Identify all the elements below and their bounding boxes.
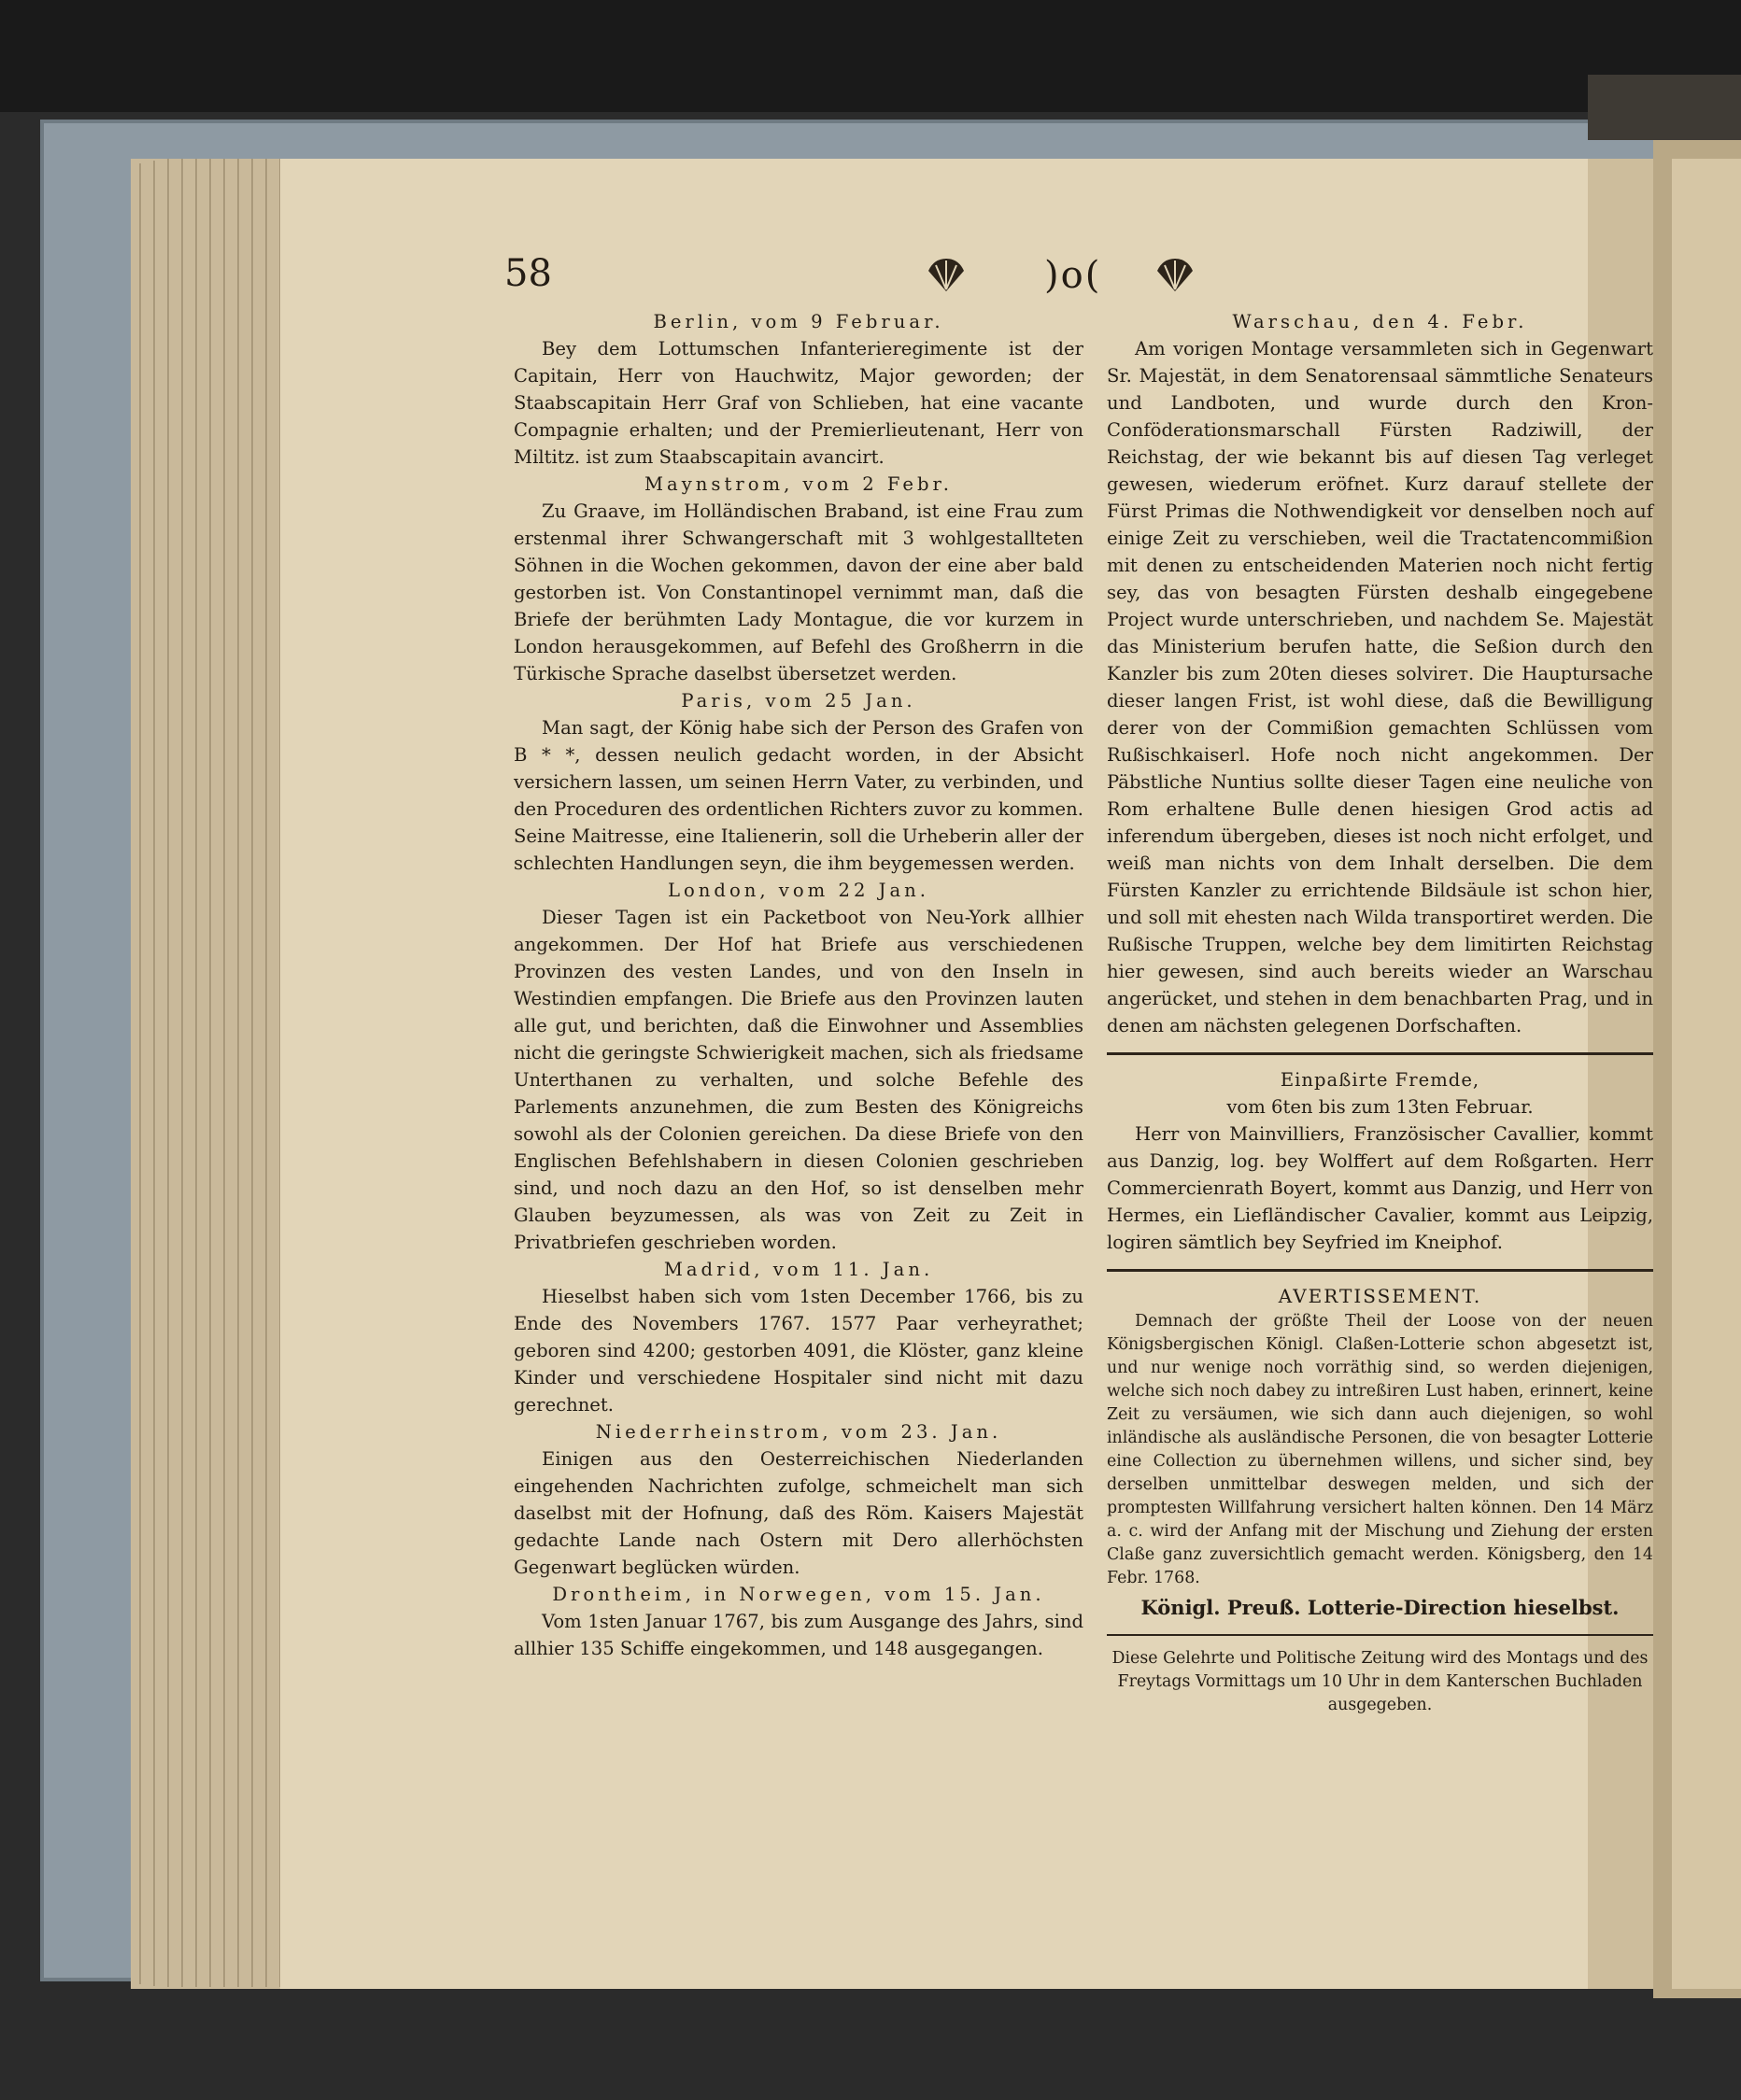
section-divider bbox=[1107, 1269, 1653, 1272]
advertisement-text: Demnach der größte Theil der Loose von der neuen Königsbergischen Königl. Claßen-Lotterie schon abgesetzt ist, und nur wenige noch vorräthig sind, so werden diejenigen, welche sich noch dabey zu intreßiren Lust haben, erinnert, keine Zeit zu versäumen, wie sich dann auch diejenigen, so wohl inländische als ausländische Personen, die von besagter Lotterie eine Collection zu übernehmen willens, und sicher sind, bey derselben unmittelbar deswegen melden, und sich der promptesten Willfahrung versichert halten können. Den 14 März a. c. wird der Anfang mit der Mischung und Ziehung der ersten Claße ganz zuversichtlich gemacht werden. Königsberg, den 14 Febr. 1768. bbox=[1107, 1312, 1653, 1587]
imprint-note: Diese Gelehrte und Politische Zeitung wird des Montags und des Freytags Vormittags um 10 Uhr in dem Kanterschen Buchladen ausgegeben. bbox=[1111, 1649, 1649, 1714]
article-drontheim: Vom 1sten Januar 1767, bis zum Ausgange des Jahrs, sind allhier 135 Schiffe eingekommen, und 148 ausgegangen. bbox=[514, 1611, 1083, 1659]
header-mark: )o( bbox=[1044, 254, 1102, 297]
advertisement-signature: Königl. Preuß. Lotterie-Direction hieselbst. bbox=[1140, 1596, 1620, 1619]
dateline-warschau: Warschau, den 4. Febr. bbox=[1232, 311, 1528, 332]
section-divider bbox=[1107, 1052, 1653, 1055]
right-column bbox=[1107, 308, 1653, 1717]
page-number: 58 bbox=[504, 252, 552, 295]
article-maynstrom: Zu Graave, im Holländischen Braband, ist eine Frau zum erstenmal ihrer Schwangerschaft mit 3 wohlgestallteten Söhnen in die Wochen gekommen, davon der eine aber bald gestorben ist. Von Constantinopel vernimmt man, daß die Briefe der berühmten Lady Montague, die vor kurzem in London herausgekommen, auf Befehl des Großherrn in die Türkische Sprache daselbst übersetzet werden. bbox=[514, 500, 1083, 684]
dateline-berlin: Berlin, vom 9 Februar. bbox=[653, 311, 944, 332]
arrivals-subtitle: vom 6ten bis zum 13ten Februar. bbox=[1226, 1096, 1534, 1118]
dateline-niederrheinstrom: Niederrheinstrom, vom 23. Jan. bbox=[595, 1421, 1002, 1443]
dateline-maynstrom: Maynstrom, vom 2 Febr. bbox=[644, 473, 954, 495]
newspaper-page bbox=[280, 159, 1658, 1989]
article-paris: Man sagt, der König habe sich der Person des Grafen von B * *, dessen neulich gedacht worden, in der Absicht versichern lassen, um seinen Herrn Vater, zu verbinden, und den Proceduren des ordentlichen Richters zuvor zu kommen. Seine Maitresse, eine Italienerin, soll die Urheberin aller der schlechten Handlungen seyn, die ihm beygemessen werden. bbox=[514, 717, 1083, 874]
article-berlin: Bey dem Lottumschen Infanterieregimente ist der Capitain, Herr von Hauchwitz, Major geworden; der Staabscapitain Herr Graf von Schlieben, hat eine vacante Compagnie erhalten; und der Premierlieutenant, Herr von Miltitz. ist zum Staabscapitain avancirt. bbox=[514, 338, 1083, 468]
shell-ornament-icon bbox=[1154, 256, 1196, 295]
shell-ornament-icon bbox=[925, 256, 968, 295]
dateline-paris: Paris, vom 25 Jan. bbox=[681, 690, 916, 712]
dateline-madrid: Madrid, vom 11. Jan. bbox=[663, 1259, 934, 1280]
page-edges bbox=[131, 159, 294, 1989]
dateline-drontheim: Drontheim, in Norwegen, vom 15. Jan. bbox=[552, 1584, 1045, 1605]
arrivals-text: Herr von Mainvilliers, Französischer Cavallier, kommt aus Danzig, log. bey Wolffert auf dem Roßgarten. Herr Commercienrath Boyert, kommt aus Danzig, und Herr von Hermes, ein Liefländischer Cavalier, kommt aus Leipzig, logiren sämtlich bey Seyfried im Kneiphof. bbox=[1107, 1123, 1653, 1253]
arrivals-title: Einpaßirte Fremde, bbox=[1280, 1069, 1480, 1091]
article-warschau: Am vorigen Montage versammleten sich in Gegenwart Sr. Majestät, in dem Senatorensaal sämmtliche Senateurs und Landboten, und wurde durch den Kron-Conföderationsmarschall Fürsten Radziwill, der Reichstag, der wie bekannt bis auf diesen Tag verleget gewesen, wiederum eröfnet. Kurz darauf stellete der Fürst Primas die Nothwendigkeit vor denselben noch auf einige Zeit zu verschieben, weil die Tractatencommißion mit denen zu entscheidenden Materien noch nicht fertig sey, das von besagten Fürsten deshalb eingegebene Project wurde unterschrieben, und nachdem Se. Majestät das Ministerium berufen hatte, die Seßion durch den Kanzler bis zum 20ten dieses solvirет. Die Hauptursache dieser langen Frist, ist wohl diese, daß die Bewilligung derer von der Commißion gemachten Schlüssen vom Rußischkaiserl. Hofe noch nicht angekommen. Der Päbstliche Nuntius sollte dieser Tagen eine neuliche von Rom erhaltene Bulle denen hiesigen Grod actis ad inferendum übergeben, dieses ist noch nicht erfolget, und weiß man nichts von dem Inhalt derselben. Die dem Fürsten Kanzler zu errichtende Bildsäule ist schon hier, und soll mit ehesten nach Wilda transportiret werden. Die Rußische Truppen, welche bey dem limitirten Reichstag hier gewesen, sind auch bereits wieder an Warschau angerücket, und stehen in dem benachbarten Prag, und in denen am nächsten gelegenen Dorfschaften. bbox=[1107, 338, 1653, 1036]
article-madrid: Hieselbst haben sich vom 1sten December 1766, bis zu Ende des Novembers 1767. 1577 Paar verheyrathet; geboren sind 4200; gestorben 4091, die Klöster, ganz kleine Kinder und verschiedene Hospitaler sind nicht mit dazu gerechnet. bbox=[514, 1286, 1083, 1416]
article-niederrheinstrom: Einigen aus den Oesterreichischen Niederlanden eingehenden Nachrichten zufolge, schmeichelt man sich daselbst mit der Hofnung, daß des Röm. Kaisers Majestät gedachte Lande nach Ostern mit Dero allerhöchsten Gegenwart beglücken würden. bbox=[514, 1448, 1083, 1578]
section-divider bbox=[1107, 1634, 1653, 1636]
advertisement-title: AVERTISSEMENT. bbox=[1278, 1285, 1482, 1307]
dateline-london: London, vom 22 Jan. bbox=[667, 880, 930, 901]
left-column bbox=[514, 308, 1083, 1662]
article-london: Dieser Tagen ist ein Packetboot von Neu-York allhier angekommen. Der Hof hat Briefe aus verschiedenen Provinzen des vesten Landes, und von den Inseln in Westindien empfangen. Die Briefe aus den Provinzen lauten alle gut, und berichten, daß die Einwohner und Assemblies nicht die geringste Schwierigkeit machen, sich als friedsame Unterthanen zu verhalten, und solche Befehle des Parlements anzunehmen, die zum Besten des Königreichs sowohl als der Colonien gereichen. Da diese Briefe von den Englischen Befehlshabern in diesen Colonien geschrieben sind, und noch dazu an den Hof, so ist denselben mehr Glauben beyzumessen, als was von Zeit zu Zeit in Privatbriefen geschrieben worden. bbox=[514, 907, 1083, 1253]
